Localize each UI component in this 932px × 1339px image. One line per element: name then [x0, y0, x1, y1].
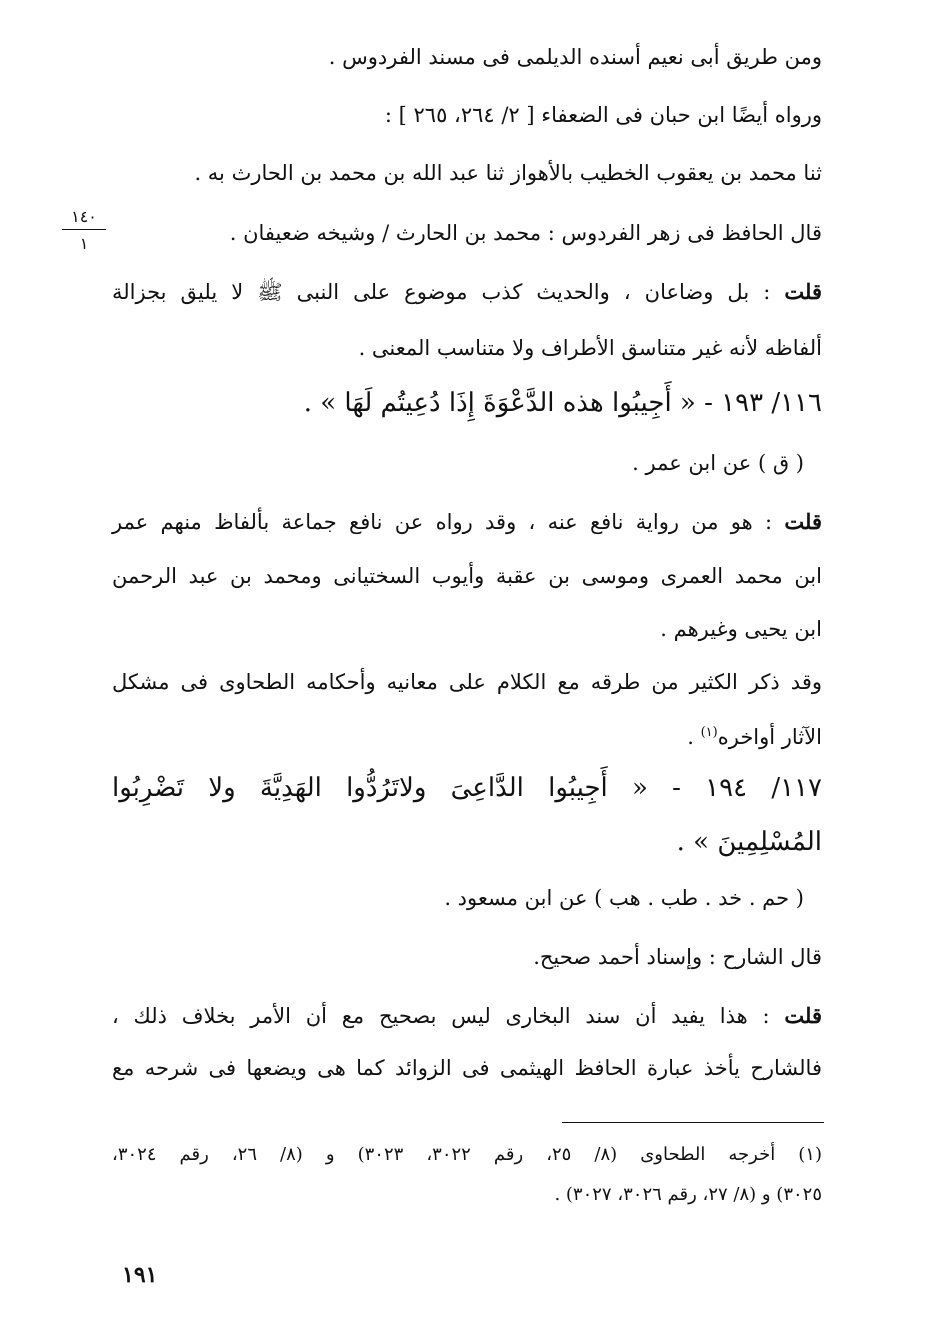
margin-ref-bottom: ١	[79, 234, 89, 253]
hadith-source-193: ( ق ) عن ابن عمر .	[632, 451, 804, 475]
footnote-line-2: ٣٠٢٥) و (٨/ ٢٧، رقم ٣٠٢٦، ٣٠٢٧) .	[554, 1184, 822, 1205]
qultu-keyword: قلت	[784, 1003, 822, 1028]
text-line-8: ابن محمد العمرى وموسى بن عقبة وأيوب السختيانى ومحمد بن عبد الرحمن	[112, 564, 822, 588]
qultu-keyword: قلت	[784, 509, 822, 534]
text-line-1: ومن طريق أبى نعيم أسنده الديلمى فى مسند الفردوس .	[328, 45, 822, 69]
qultu-keyword: قلت	[784, 279, 822, 304]
text-line-12: قال الشارح : وإسناد أحمد صحيح.	[533, 945, 822, 969]
text-line-5-body: : بل وضاعان ، والحديث كذب موضوع على النبى ﷺ لا يليق بجزالة	[112, 280, 785, 304]
text-line-3: ثنا محمد بن يعقوب الخطيب بالأهواز ثنا عبد الله بن محمد بن الحارث به .	[194, 161, 822, 185]
hadith-heading-194-part2: المُسْلِمِينَ » .	[676, 827, 822, 857]
margin-ref-divider	[62, 229, 106, 230]
footnote-line-1: (١) أخرجه الطحاوى (٨/ ٢٥، رقم ٣٠٢٢، ٣٠٢٣) و (٨/ ٢٦، رقم ٣٠٢٤،	[112, 1144, 822, 1165]
text-line-5	[112, 277, 822, 307]
hadith-heading-193: ١١٦/ ١٩٣ - « أَجِيبُوا هذه الدَّعْوَةَ إِذَا دُعِيتُم لَهَا » .	[303, 388, 822, 418]
text-line-11-end: .	[687, 725, 701, 749]
margin-page-reference	[62, 207, 106, 254]
text-line-13	[112, 1001, 822, 1031]
text-line-4: قال الحافظ فى زهر الفردوس : محمد بن الحارث / وشيخه ضعيفان .	[229, 221, 822, 245]
text-line-13-body: : هذا يفيد أن سند البخارى ليس بصحيح مع أن الأمر بخلاف ذلك ،	[112, 1004, 785, 1028]
page-number: ١٩١	[122, 1262, 158, 1288]
text-line-9: ابن يحيى وغيرهم .	[660, 617, 822, 641]
footnote-divider	[562, 1122, 824, 1123]
text-line-7	[112, 507, 822, 537]
text-line-2: ورواه أيضًا ابن حبان فى الضعفاء [ ٢/ ٢٦٤، ٢٦٥ ] :	[384, 103, 822, 127]
text-line-14: فالشارح يأخذ عبارة الحافظ الهيثمى فى الزوائد كما هى ويضعها فى شرحه مع	[112, 1056, 822, 1080]
margin-ref-top: ١٤٠	[71, 207, 97, 226]
footnote-marker: (١)	[700, 725, 718, 740]
text-line-7-body: : هو من رواية نافع عنه ، وقد رواه عن نافع جماعة بألفاظ منهم عمر	[112, 510, 785, 534]
hadith-heading-194-part1: ١١٧/ ١٩٤ - « أَجِيبُوا الدَّاعِىَ ولاتَرُدُّوا الهَدِيَّةَ ولا تَضْرِبُوا	[112, 773, 822, 803]
text-line-11	[112, 718, 822, 752]
text-line-10: وقد ذكر الكثير من طرقه مع الكلام على معانيه وأحكامه الطحاوى فى مشكل	[112, 670, 822, 694]
text-line-11-body: الآثار أواخره	[717, 725, 822, 749]
text-line-6: ألفاظه لأنه غير متناسق الأطراف ولا متناسب المعنى .	[358, 336, 822, 360]
hadith-source-194: ( حم . خد . طب . هب ) عن ابن مسعود .	[444, 886, 804, 910]
